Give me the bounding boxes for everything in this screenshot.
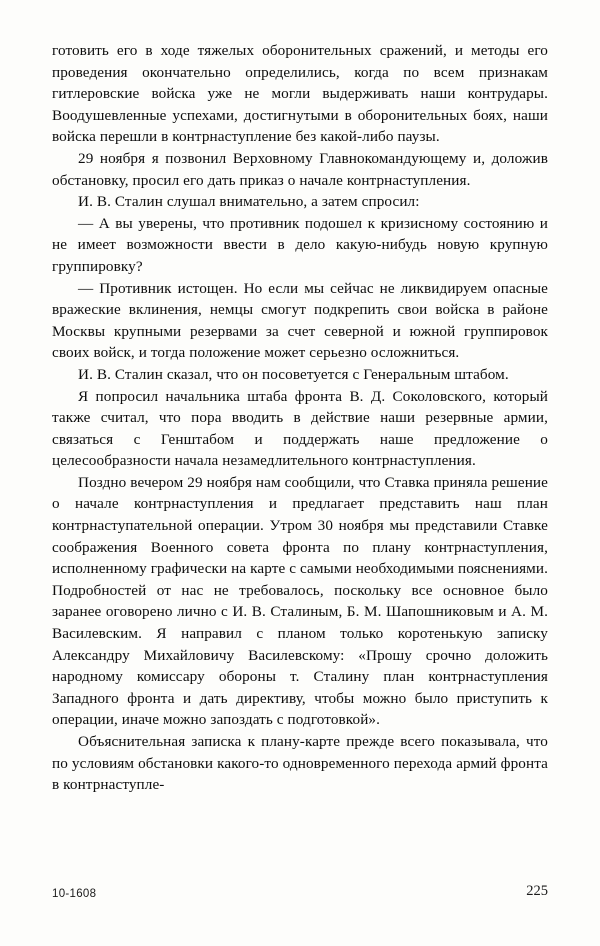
paragraph: Я попросил начальника штаба фронта В. Д. Соколовского, который также считал, что пора вводить в действие наши резервные армии, связаться с Генштабом и поддержать наше предложение о целесообразности начала незамедлительного контрнаступления. [52, 387, 548, 470]
paragraph: Объяснительная записка к плану-карте прежде всего показывала, что по условиям обстановки какого-то одновременного перехода армий фронта в контрнаступле- [52, 733, 548, 794]
paragraph: Поздно вечером 29 ноября нам сообщили, что Ставка приняла решение о начале контрнаступления и предлагает представить наш план контрнаступательной операции. Утром 30 ноября мы представили Ставке соображения Военного совета фронта по плану контрнаступления, исполненному графически на карте с самыми необходимыми пояснениями. Подробностей от нас не требовалось, поскольку все основное было заранее оговорено лично с И. В. Сталиным, Б. М. Шапошниковым и А. М. Василевским. Я направил с планом только коротенькую записку Александру Михайловичу Василевскому: «Прошу срочно доложить народному комиссару обороны т. Сталину план контрнаступления Западного фронта и дать директиву, чтобы можно было приступить к операции, иначе можно запоздать с подготовкой». [52, 473, 548, 729]
paragraph: готовить его в ходе тяжелых оборонительных сражений, и методы его проведения окончательно определились, когда по всем признакам гитлеровские войска уже не могли выдерживать наши контрудары. Воодушевленные успехами, достигнутыми в оборонительных боях, наши войска перешли в контрнаступление без какой-либо паузы. [52, 42, 548, 146]
paragraph: И. В. Сталин слушал внимательно, а затем спросил: [78, 193, 420, 211]
paragraph: И. В. Сталин сказал, что он посоветуется с Генеральным штабом. [78, 365, 509, 383]
page-footer [52, 882, 548, 900]
page-number: 225 [526, 883, 548, 899]
paragraph: 29 ноября я позвонил Верховному Главнокомандующему и, доложив обстановку, просил его дать приказ о начале контрнаступления. [52, 149, 548, 189]
signature-mark: 10-1608 [52, 888, 97, 900]
paragraph: — Противник истощен. Но если мы сейчас не ликвидируем опасные вражеские вклинения, немцы смогут подкрепить свои войска в районе Москвы крупными резервами за счет северной и южной группировок своих войск, и тогда положение может серьезно осложниться. [52, 279, 548, 362]
page-body [52, 40, 548, 796]
paragraph: — А вы уверены, что противник подошел к кризисному состоянию и не имеет возможности ввести в дело какую-нибудь новую крупную группировку? [52, 214, 548, 275]
